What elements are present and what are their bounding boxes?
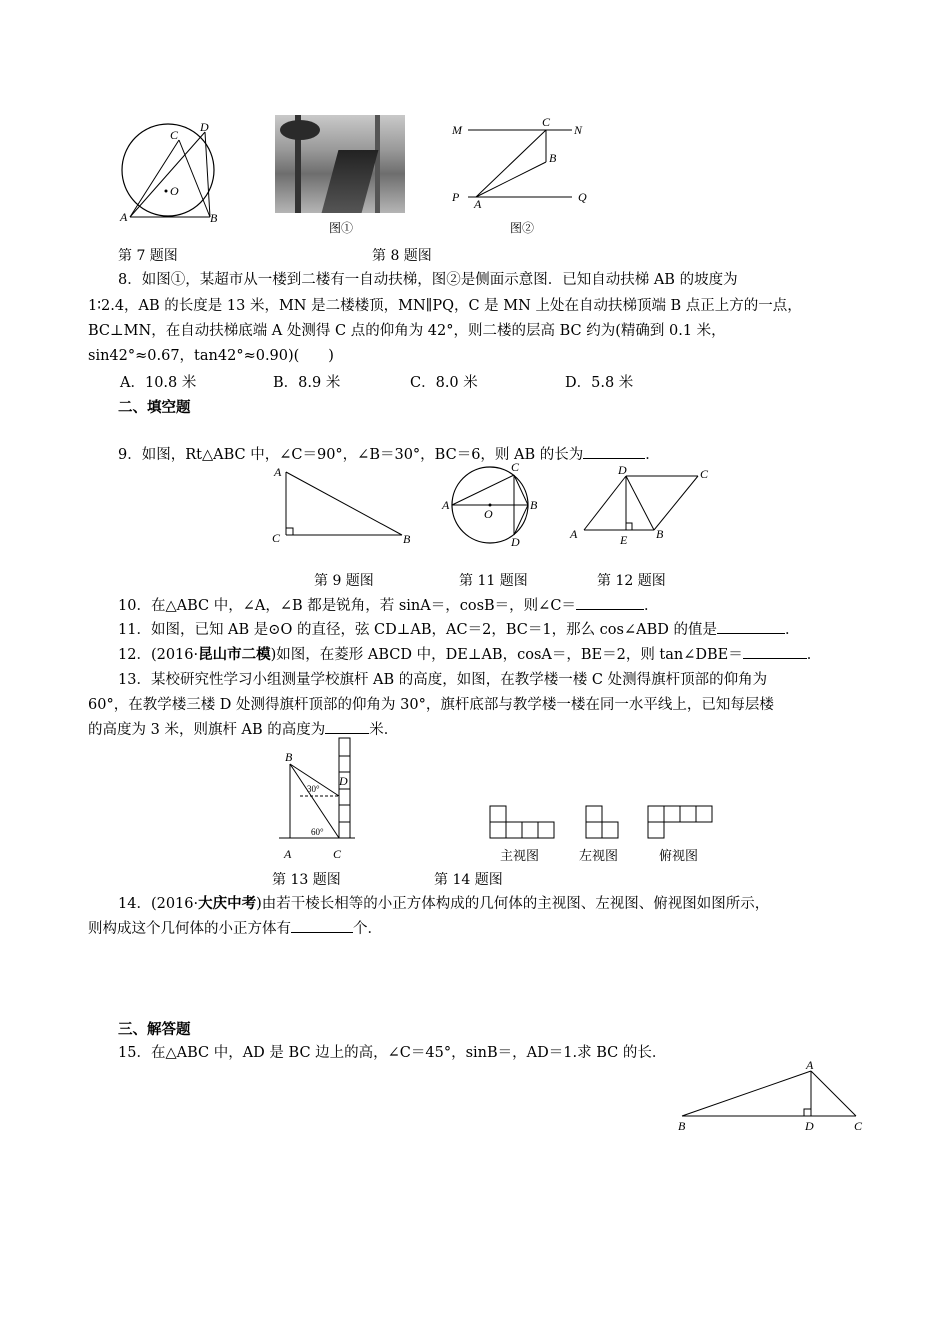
fig12-label-e: E xyxy=(620,533,628,547)
fig13-label-a: A xyxy=(284,847,292,861)
q8-option-d: D．5.8 米 xyxy=(565,375,634,391)
fig15-label-a: A xyxy=(806,1058,814,1072)
fig13-angle-30: 30° xyxy=(307,784,320,794)
fig13-label-d: D xyxy=(339,774,348,788)
q8-option-a: A．10.8 米 xyxy=(120,375,197,391)
fig11-label-a: A xyxy=(442,498,450,512)
fig13-label-c: C xyxy=(333,847,342,861)
q14-line2: 则构成这个几何体的小正方体有 个． xyxy=(88,921,382,937)
fig15-label-c: C xyxy=(854,1119,863,1133)
escalator-photo xyxy=(275,115,405,213)
q8-option-b: B．8.9 米 xyxy=(273,375,341,391)
fig13-angle-60: 60° xyxy=(311,827,324,837)
figure-13 xyxy=(275,736,365,866)
q8-option-c: C．8.0 米 xyxy=(410,375,478,391)
fig13-caption: 第 13 题图 xyxy=(272,872,341,888)
q8-line2: 1∶2.4，AB 的长度是 13 米，MN 是二楼楼顶，MN∥PQ，C 是 MN 上处在自动扶梯顶端 B 点正上方的一点， xyxy=(88,298,802,314)
fig11-caption: 第 11 题图 xyxy=(459,573,528,589)
figure-15 xyxy=(672,1058,872,1138)
fig12-caption: 第 12 题图 xyxy=(597,573,666,589)
figure-8-diagram xyxy=(448,114,598,214)
fig11-label-b: B xyxy=(530,498,538,512)
fig7-label-b: B xyxy=(210,211,218,225)
fig14-left-label: 左视图 xyxy=(579,849,619,864)
fig9-label-a: A xyxy=(274,465,282,479)
section-fill-title: 二、填空题 xyxy=(118,400,191,416)
figure-7 xyxy=(110,118,230,228)
q14-line1: 14．(2016·大庆中考)由若干棱长相等的小正方体构成的几何体的主视图、左视图、俯视图如图所示， xyxy=(118,895,770,912)
fig12-label-c: C xyxy=(700,467,709,481)
q11-text: 11．如图，已知 AB 是⊙O 的直径，弦 CD⊥AB，AC＝2，BC＝1，那么 cos∠ABD 的值是 ． xyxy=(118,622,800,638)
fig7-label-d: D xyxy=(200,120,209,134)
q8-line1: 8．如图①，某超市从一楼到二楼有一自动扶梯，图②是侧面示意图．已知自动扶梯 AB 的坡度为 xyxy=(118,272,738,288)
q10-text: 10．在△ABC 中，∠A，∠B 都是锐角，若 sinA＝，cosB＝，则∠C＝ ． xyxy=(118,598,659,614)
fig8-label-b: B xyxy=(549,151,557,165)
fig7-label-a: A xyxy=(120,210,128,224)
fig12-label-a: A xyxy=(570,527,578,541)
q13-line3: 的高度为 3 米，则旗杆 AB 的高度为 米． xyxy=(88,722,399,738)
fig8-label-a: A xyxy=(474,197,482,211)
fig8-label-m: M xyxy=(452,123,462,137)
q9-text: 9．如图，Rt△ABC 中，∠C＝90°，∠B＝30°，BC＝6，则 AB 的长为 ． xyxy=(118,447,660,463)
fig7-label-o: O xyxy=(170,184,179,198)
q8-line4: sin42°≈0.67，tan42°≈0.90)( ) xyxy=(88,348,334,364)
fig9-caption: 第 9 题图 xyxy=(314,573,374,589)
fig7-caption: 第 7 题图 xyxy=(118,248,178,264)
fig9-label-c: C xyxy=(272,531,281,545)
fig12-label-b: B xyxy=(656,527,664,541)
figure-9 xyxy=(270,462,420,552)
figure-11 xyxy=(440,458,545,548)
fig12-label-d: D xyxy=(618,463,627,477)
figure-12 xyxy=(566,462,716,547)
fig14-front-label: 主视图 xyxy=(500,849,540,864)
fig11-label-o: O xyxy=(484,507,493,521)
fig9-label-b: B xyxy=(403,532,411,546)
fig8-sub2: 图② xyxy=(510,221,535,235)
fig15-label-b: B xyxy=(678,1119,686,1133)
fig8-label-n: N xyxy=(574,123,583,137)
fig13-label-b: B xyxy=(285,750,293,764)
fig15-label-d: D xyxy=(805,1119,814,1133)
fig14-top-label: 俯视图 xyxy=(659,849,699,864)
q15-text: 15．在△ABC 中，AD 是 BC 边上的高，∠C＝45°，sinB＝，AD＝1.求 BC 的长． xyxy=(118,1045,667,1061)
fig14-caption: 第 14 题图 xyxy=(434,872,503,888)
fig8-sub1: 图① xyxy=(329,221,354,235)
fig8-label-q: Q xyxy=(578,190,587,204)
q13-line1: 13．某校研究性学习小组测量学校旗杆 AB 的高度，如图，在教学楼一楼 C 处测得旗杆顶部的仰角为 xyxy=(118,672,768,688)
q13-line2: 60°，在教学楼三楼 D 处测得旗杆顶部的仰角为 30°，旗杆底部与教学楼一楼在同一水平线上，已知每层楼 xyxy=(88,697,774,713)
fig11-label-d: D xyxy=(511,535,520,548)
fig8-caption: 第 8 题图 xyxy=(372,248,432,264)
fig8-label-c: C xyxy=(542,115,551,129)
figure-14 xyxy=(486,800,721,840)
fig8-label-p: P xyxy=(452,190,460,204)
fig11-label-c: C xyxy=(511,460,520,474)
fig7-label-c: C xyxy=(170,128,179,142)
q12-text: 12．(2016·昆山市二模)如图，在菱形 ABCD 中，DE⊥AB，cosA＝，BE＝2，则 tan∠DBE＝ ． xyxy=(118,646,822,663)
q8-line3: BC⊥MN，在自动扶梯底端 A 处测得 C 点的仰角为 42°，则二楼的层高 BC 约为(精确到 0.1 米， xyxy=(88,323,726,339)
section-solve-title: 三、解答题 xyxy=(118,1022,191,1038)
